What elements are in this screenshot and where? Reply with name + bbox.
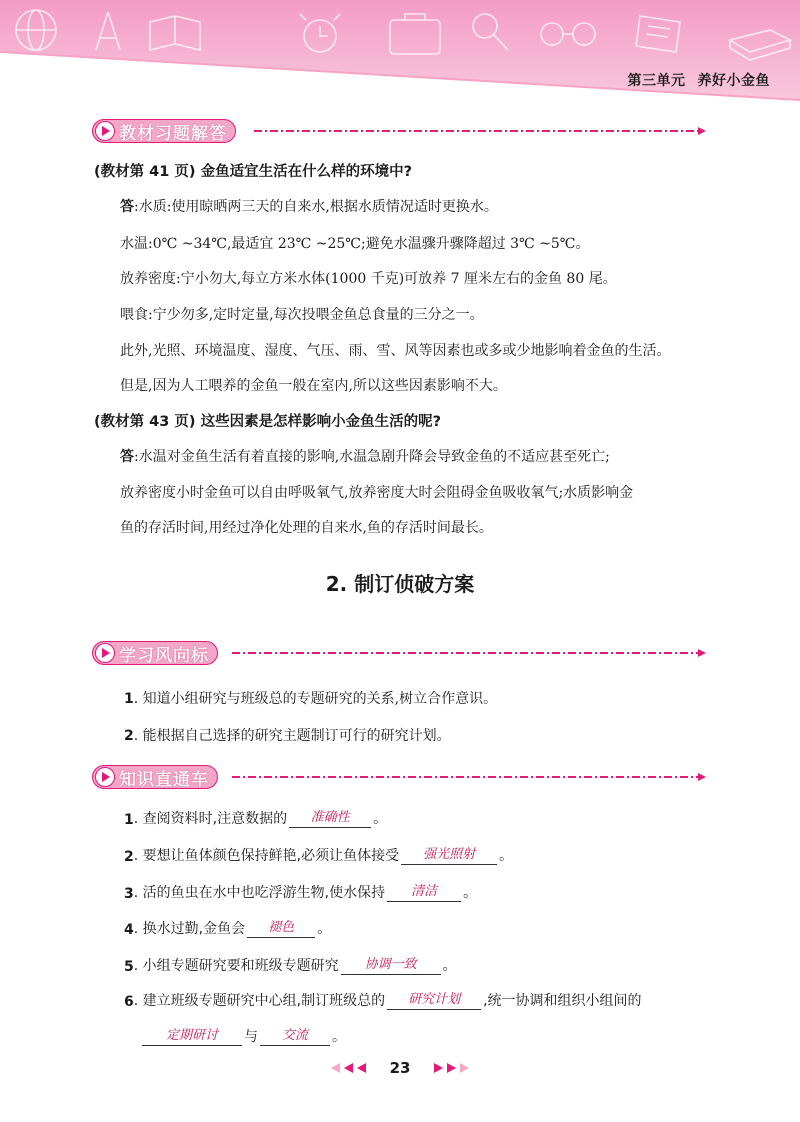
item-text: . 能根据自己选择的研究主题制订可行的研究计划。	[133, 728, 451, 744]
tag-pill	[92, 765, 218, 789]
arrow-right-icon	[698, 649, 706, 657]
tag-pill	[92, 119, 236, 143]
item-number: 6	[124, 994, 134, 1010]
fill-item	[124, 882, 477, 902]
answer-line: 放养密度:宁小勿大,每立方米水体(1000 千克)可放养 7 厘米左右的金鱼 80 尾。	[120, 271, 617, 287]
play-icon	[95, 121, 115, 141]
answer-blank: 褪色	[247, 919, 315, 938]
answer-line: 鱼的存活时间,用经过净化处理的自来水,鱼的存活时间最长。	[120, 520, 493, 536]
item-text: . 要想让鱼体颜色保持鲜艳,必须让鱼体接受	[133, 848, 400, 864]
item-number: 4	[124, 922, 134, 938]
unit-label: 第三单元	[627, 73, 686, 89]
item-number: 1	[124, 691, 134, 707]
item-number: 1	[124, 812, 134, 828]
tag-pill	[92, 641, 218, 665]
answer-text: :水质:使用晾晒两三天的自来水,根据水质情况适时更换水。	[134, 199, 498, 215]
answer-blank: 交流	[260, 1027, 330, 1046]
unit-lesson-title	[628, 70, 771, 90]
dash-divider	[254, 130, 698, 132]
answer-line: 但是,因为人工喂养的金鱼一般在室内,所以这些因素影响不大。	[120, 378, 507, 394]
question-2: (教材第 43 页) 这些因素是怎样影响小金鱼生活的呢?	[94, 414, 441, 430]
answer-text: :水温对金鱼生活有着直接的影响,水温急剧升降会导致金鱼的不适应甚至死亡;	[134, 449, 610, 465]
answer-line	[120, 446, 610, 466]
item-text: . 建立班级专题研究中心组,制订班级总的	[133, 993, 386, 1009]
answer-blank: 定期研讨	[142, 1027, 242, 1046]
item-text: 。	[373, 811, 388, 827]
item-text: . 小组专题研究要和班级专题研究	[133, 958, 339, 974]
answer-line: 放养密度小时金鱼可以自由呼吸氧气,放养密度大时会阻碍金鱼吸收氧气;水质影响金	[120, 485, 634, 501]
objective-item	[124, 725, 451, 745]
section-tag-knowledge	[92, 764, 218, 790]
fill-item	[124, 990, 642, 1010]
item-text: 。	[317, 921, 332, 937]
item-text: 。	[332, 1029, 346, 1045]
section-heading: 学习风向标	[119, 645, 209, 666]
item-number: 5	[124, 959, 134, 975]
arrow-right-icon	[698, 127, 706, 135]
header-banner	[0, 0, 800, 108]
play-icon	[95, 767, 115, 787]
item-text: . 活的鱼虫在水中也吃浮游生物,使水保持	[133, 885, 386, 901]
answer-line: 此外,光照、环境温度、湿度、气压、雨、雪、风等因素也或多或少地影响着金鱼的生活。	[120, 343, 671, 359]
question-1: (教材第 41 页) 金鱼适宜生活在什么样的环境中?	[94, 164, 412, 180]
dash-divider	[232, 652, 698, 654]
section-heading: 知识直通车	[119, 769, 209, 790]
play-icon	[95, 643, 115, 663]
item-text: 与	[244, 1029, 258, 1045]
answer-blank: 清洁	[387, 883, 461, 902]
item-number: 2	[124, 849, 134, 865]
item-number: 2	[124, 728, 134, 744]
answer-blank: 准确性	[289, 809, 371, 828]
item-text: 。	[499, 848, 514, 864]
item-text: 。	[463, 885, 478, 901]
answer-blank: 协调一致	[341, 956, 441, 975]
item-text: 。	[442, 958, 457, 974]
answer-blank: 研究计划	[387, 991, 481, 1010]
section-heading: 教材习题解答	[119, 123, 227, 144]
item-text: . 换水过勤,金鱼会	[133, 921, 246, 937]
section-tag-textbook-answers	[92, 118, 236, 144]
page-number: 23	[389, 1058, 411, 1077]
fill-item	[124, 918, 331, 938]
fill-item	[124, 845, 513, 865]
section-title: 2. 制订侦破方案	[325, 572, 475, 596]
next-arrows-icon	[432, 1058, 471, 1077]
answer-label: 答	[120, 449, 134, 465]
page-footer	[0, 1058, 800, 1077]
answer-line: 喂食:宁少勿多,定时定量,每次投喂金鱼总食量的三分之一。	[120, 307, 484, 323]
arrow-right-icon	[698, 773, 706, 781]
prev-arrows-icon	[329, 1058, 368, 1077]
fill-item	[124, 955, 457, 975]
fill-item	[124, 808, 387, 828]
answer-line: 水温:0℃ ~34℃,最适宜 23℃ ~25℃;避免水温骤升骤降超过 3℃ ~5℃。	[120, 236, 590, 252]
section-tag-learning-direction	[92, 640, 218, 666]
item-text: . 查阅资料时,注意数据的	[133, 811, 288, 827]
answer-blank: 强光照射	[401, 846, 497, 865]
lesson-label: 养好小金鱼	[697, 73, 770, 89]
answer-label: 答	[120, 199, 134, 215]
fill-item-continued	[140, 1026, 346, 1046]
objective-item	[124, 688, 497, 708]
item-number: 3	[124, 886, 134, 902]
item-text: . 知道小组研究与班级总的专题研究的关系,树立合作意识。	[133, 691, 498, 707]
answer-line	[120, 196, 498, 216]
item-text: ,统一协调和组织小组间的	[483, 993, 642, 1009]
dash-divider	[232, 776, 698, 778]
